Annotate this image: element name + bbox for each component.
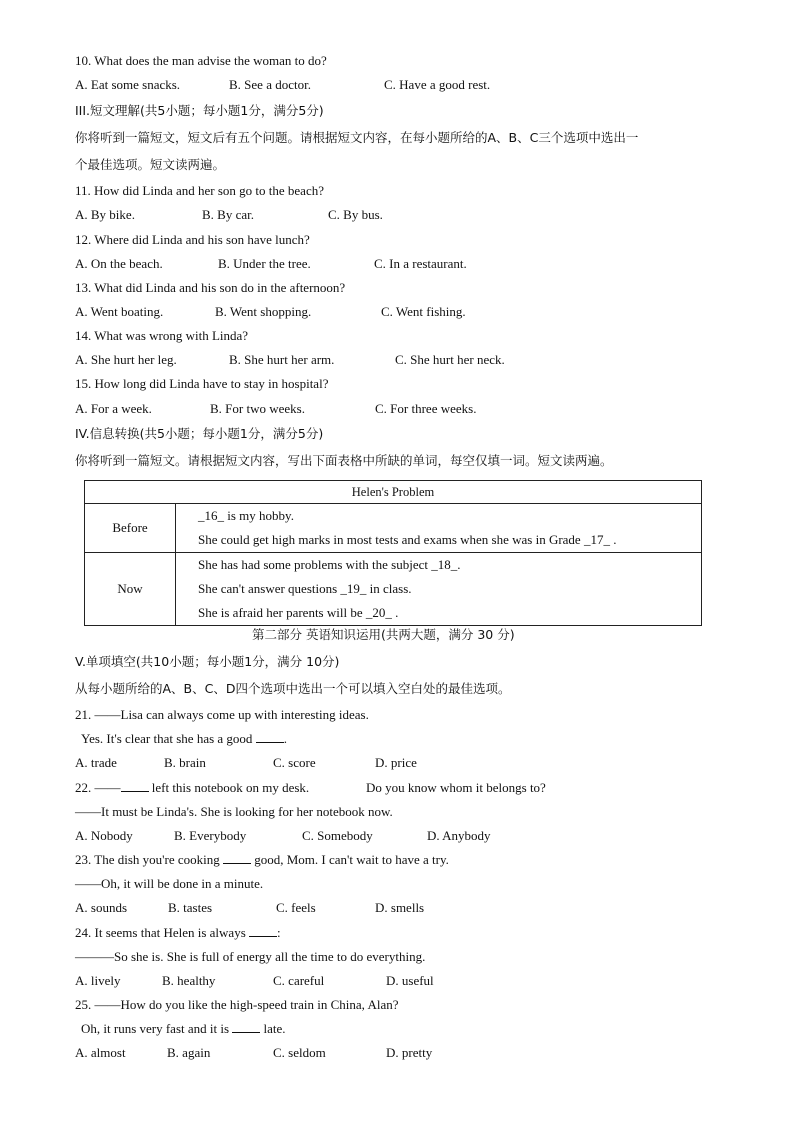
q24-option-b: B. healthy [162,973,216,988]
q22-option-a: A. Nobody [75,828,133,843]
q10-option-a: A. Eat some snacks. [75,77,181,92]
question-21: 21. ——Lisa can always come up with interesting ideas. [75,707,369,722]
q25-option-b: B. again [167,1045,211,1060]
helens-problem-table [84,480,702,626]
q10-option-b: B. See a doctor. [229,77,311,92]
q12-option-c: C. In a restaurant. [374,256,467,271]
question-12: 12. Where did Linda and his son have lunch? [75,232,310,247]
q23-option-b: B. tastes [168,900,213,915]
q22-option-b: B. Everybody [174,828,247,843]
section-5-instruction: 从每小题所给的A、B、C、D四个选项中选出一个可以填入空白处的最佳选项。 [75,681,511,696]
q15-option-b: B. For two weeks. [210,401,305,416]
now-label: Now [85,553,176,626]
q13-option-a: A. Went boating. [75,304,164,319]
section-3-instruction: 你将听到一篇短文，短文后有五个问题。请根据短文内容，在每小题所给的A、B、C三个选项中选出一 [75,130,639,145]
section-4-header: IV.信息转换(共5小题；每小题1分，满分5分) [75,426,324,441]
q21-option-d: D. price [375,755,417,770]
blank [249,924,277,937]
q10-option-c: C. Have a good rest. [384,77,491,92]
blank [256,730,284,743]
q24-option-a: A. lively [75,973,121,988]
blank [121,779,149,792]
table-line-16: _16_ is my hobby. [198,508,294,523]
q12-option-b: B. Under the tree. [218,256,311,271]
table-line-17: She could get high marks in most tests and exams when she was in Grade _17_ . [198,532,617,547]
section-3-instruction-cont: 个最佳选项。短文读两遍。 [75,157,226,172]
table-line-19: She can't answer questions _19_ in class. [198,581,412,596]
question-22: 22. —— left this notebook on my desk. [75,780,310,795]
q22-question-tail: Do you know whom it belongs to? [366,780,546,795]
q21-option-a: A. trade [75,755,117,770]
q25-option-c: C. seldom [273,1045,326,1060]
q11-option-c: C. By bus. [328,207,383,222]
before-label: Before [85,504,176,553]
q21-option-b: B. brain [164,755,206,770]
q23-option-c: C. feels [276,900,316,915]
blank [223,851,251,864]
q22-option-d: D. Anybody [427,828,491,843]
question-13: 13. What did Linda and his son do in the afternoon? [75,280,346,295]
section-4-instruction: 你将听到一篇短文。请根据短文内容，写出下面表格中所缺的单词，每空仅填一词。短文读两遍。 [75,453,613,468]
question-11: 11. How did Linda and her son go to the beach? [75,183,324,198]
q24-response: ———So she is. She is full of energy all the time to do everything. [75,949,426,964]
question-10: 10. What does the man advise the woman to do? [75,53,327,68]
q25-option-a: A. almost [75,1045,126,1060]
table-line-20: She is afraid her parents will be _20_ . [198,605,399,620]
q14-option-b: B. She hurt her arm. [229,352,335,367]
q12-option-a: A. On the beach. [75,256,163,271]
now-cell [176,553,702,626]
q13-option-b: B. Went shopping. [215,304,312,319]
q24-option-d: D. useful [386,973,434,988]
q11-option-b: B. By car. [202,207,254,222]
question-23: 23. The dish you're cooking good, Mom. I can't wait to have a try. [75,852,449,867]
section-5-header: V.单项填空(共10小题；每小题1分，满分 10分) [75,654,340,669]
section-3-header: III.短文理解(共5小题；每小题1分，满分5分) [75,103,324,118]
part-2-header: 第二部分 英语知识运用(共两大题，满分 30 分) [252,627,515,642]
question-24: 24. It seems that Helen is always : [75,925,281,940]
question-25: 25. ——How do you like the high-speed train in China, Alan? [75,997,399,1012]
q21-option-c: C. score [273,755,316,770]
before-cell [176,504,702,553]
q23-option-a: A. sounds [75,900,128,915]
q15-option-c: C. For three weeks. [375,401,477,416]
q14-option-a: A. She hurt her leg. [75,352,177,367]
question-15: 15. How long did Linda have to stay in hospital? [75,376,329,391]
q24-option-c: C. careful [273,973,325,988]
q13-option-c: C. Went fishing. [381,304,466,319]
q23-response: ——Oh, it will be done in a minute. [75,876,264,891]
q11-option-a: A. By bike. [75,207,135,222]
q15-option-a: A. For a week. [75,401,152,416]
q22-response: ——It must be Linda's. She is looking for her notebook now. [75,804,393,819]
q21-response: Yes. It's clear that she has a good . [81,731,287,746]
table-title: Helen's Problem [85,481,702,504]
q25-response: Oh, it runs very fast and it is late. [81,1021,286,1036]
q25-option-d: D. pretty [386,1045,433,1060]
table-line-18: She has had some problems with the subject _18_. [198,557,461,572]
question-14: 14. What was wrong with Linda? [75,328,249,343]
q23-option-d: D. smells [375,900,425,915]
q14-option-c: C. She hurt her neck. [395,352,505,367]
blank [232,1020,260,1033]
q22-option-c: C. Somebody [302,828,373,843]
